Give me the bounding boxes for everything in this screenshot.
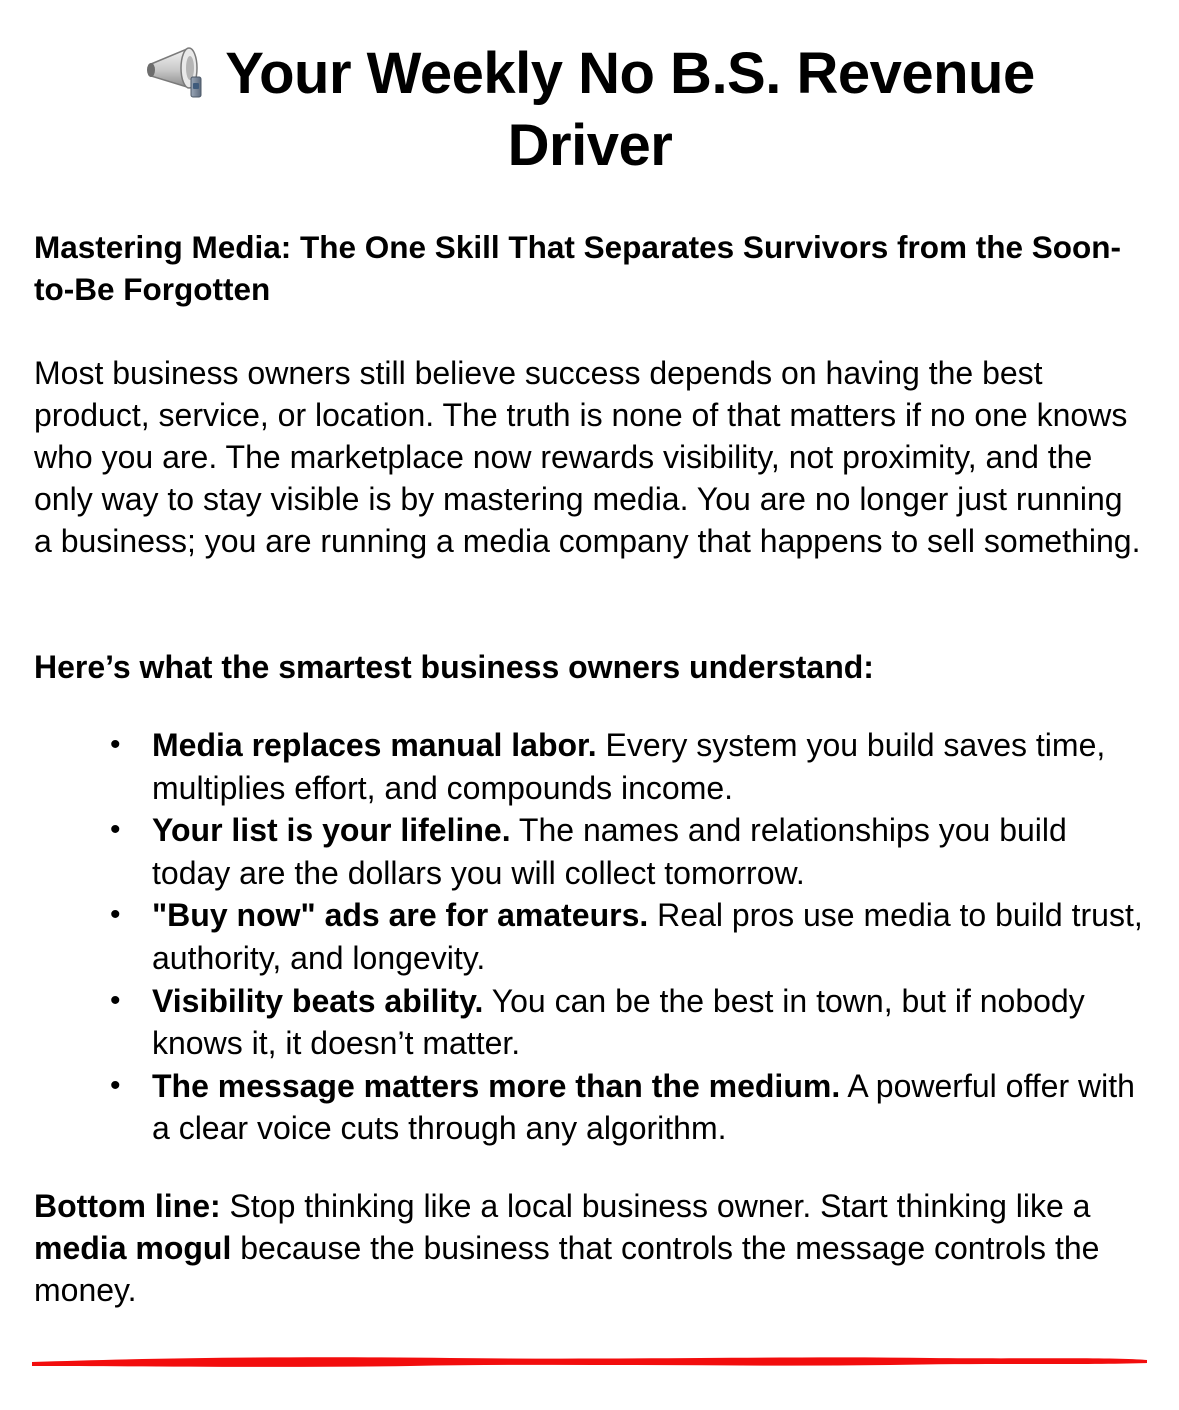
key-points-list <box>110 724 1152 1150</box>
list-item <box>110 980 1152 1065</box>
list-item-bold: Visibility beats ability. <box>152 982 484 1019</box>
bottom-line-emphasis: media mogul <box>34 1230 232 1266</box>
bullets-lead: Here’s what the smartest business owners understand: <box>34 649 874 685</box>
list-item <box>110 1065 1152 1150</box>
bullet-icon: • <box>110 983 121 1017</box>
bottom-line-text-1: Stop thinking like a local business owner. Start thinking like a <box>220 1188 1091 1224</box>
list-item-text: The names and relationships you build today are the dollars you will collect tomorrow. <box>152 812 1067 891</box>
bottom-line-paragraph <box>34 1185 1149 1311</box>
list-item-text: Every system you build saves time, multiplies effort, and compounds income. <box>152 727 1106 806</box>
list-item-text: A powerful offer with a clear voice cuts through any algorithm. <box>152 1067 1135 1147</box>
article-subtitle: Mastering Media: The One Skill That Separates Survivors from the Soon-to-Be Forgotten <box>34 229 1121 307</box>
list-item-bold: "Buy now" ads are for amateurs. <box>152 897 649 934</box>
bullet-icon: • <box>110 898 121 932</box>
bullet-icon: • <box>110 1068 121 1102</box>
list-item-text: Real pros use media to build trust, authority, and longevity. <box>152 897 1143 976</box>
list-item-text: You can be the best in town, but if nobody knows it, it doesn’t matter. <box>152 982 1085 1062</box>
red-divider <box>30 1349 1150 1371</box>
list-item-bold: Your list is your lifeline. <box>152 812 511 849</box>
list-item-bold: Media replaces manual labor. <box>152 727 597 763</box>
megaphone-icon <box>145 43 211 99</box>
bottom-line-text-2: because the business that controls the message controls the money. <box>34 1230 1100 1308</box>
bottom-line-label: Bottom line: <box>34 1188 221 1224</box>
intro-paragraph: Most business owners still believe success depends on having the best product, service, or location. The truth is none of that matters if no one knows who you are. The marketplace now rewards visibility, not proximity, and the only way to stay visible is by mastering media. You are no longer just running a business; you are running a media company that happens to sell something. <box>34 355 1141 559</box>
list-item-bold: The message matters more than the medium. <box>152 1067 841 1104</box>
red-divider-stroke <box>32 1357 1147 1367</box>
page-title <box>60 38 1120 182</box>
list-item <box>110 724 1152 809</box>
bullet-icon: • <box>110 728 121 761</box>
title-text: Your Weekly No B.S. Revenue Driver <box>225 41 1035 178</box>
list-item <box>110 894 1152 979</box>
list-item <box>110 809 1152 894</box>
bullet-icon: • <box>110 813 121 847</box>
